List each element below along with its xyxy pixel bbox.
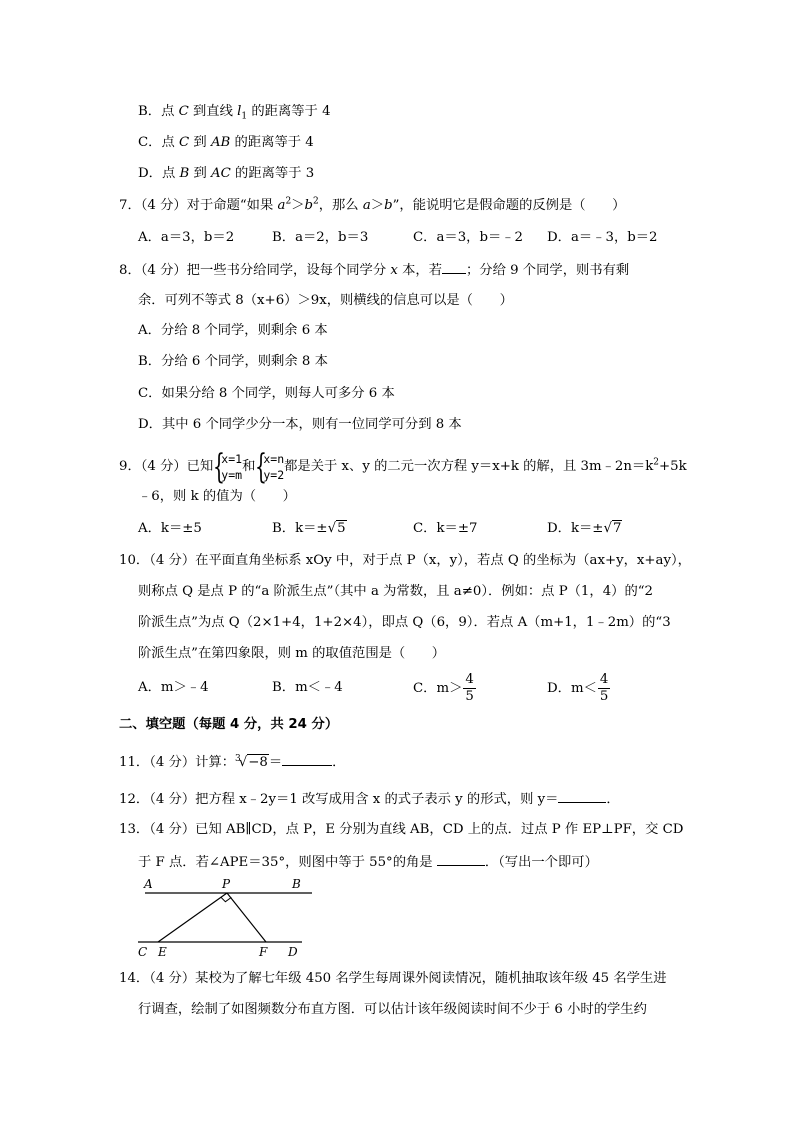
q9-option-a: A．k＝±5 xyxy=(138,521,202,536)
q8-blank xyxy=(442,259,466,274)
label-a: A xyxy=(144,877,153,891)
q7-option-a: A．a＝3，b＝2 xyxy=(138,230,235,245)
q8-option-c: C．如果分给 8 个同学，则每人可多分 6 本 xyxy=(138,386,395,401)
q10-stem-line4: 阶派生点”在第四象限，则 m 的取值范围是（ ） xyxy=(138,646,446,661)
q12-blank xyxy=(558,788,606,803)
label-e: E xyxy=(158,945,167,959)
q9-option-b: B．k＝±√5 xyxy=(272,519,347,539)
label-d: D xyxy=(288,945,298,959)
q11-blank xyxy=(282,751,332,766)
right-angle-mark xyxy=(221,897,231,901)
q8-stem-line2: 余．可列不等式 8（x+6）＞9x，则横线的信息可以是（ ） xyxy=(138,293,513,308)
section-heading-fill-in: 二、填空题（每题 4 分，共 24 分） xyxy=(119,717,339,732)
label-b: B xyxy=(292,877,301,891)
q7-option-c: C．a＝3，b＝﹣2 xyxy=(413,230,524,245)
sqrt-7: √7 xyxy=(603,521,622,536)
q14-stem-line2: 行调查，绘制了如图频数分布直方图．可以估计该年级阅读时间不少于 6 小时的学生约 xyxy=(138,1002,647,1017)
q10-option-b: B．m＜﹣4 xyxy=(272,680,343,695)
q11-stem: 11．（4 分）计算：$^3$√−8＝ ． xyxy=(119,751,345,773)
q8-option-b: B．分给 6 个同学，则剩余 8 本 xyxy=(138,354,328,369)
segment-pf xyxy=(227,893,266,942)
q6-option-d: D．点 B 到 AC 的距离等于 3 xyxy=(138,166,315,181)
q10-option-d: D．m＜ $\frac{4}{5}$ xyxy=(547,672,609,704)
q13-stem-line2: 于 F 点．若∠APE＝35°，则图中等于 55°的角是 ．（写出一个即可） xyxy=(138,851,598,873)
q12-stem: 12．（4 分）把方程 x﹣2y＝1 改写成用含 x 的式子表示 y 的形式，则 y＝ ． xyxy=(119,788,620,810)
label-f: F xyxy=(259,945,268,959)
q10-stem-line2: 则称点 Q 是点 P 的“a 阶派生点”（其中 a 为常数，且 a≠0）．例如：点 P（1，4）的“2 xyxy=(138,584,654,599)
q8-option-a: A．分给 8 个同学，则剩余 6 本 xyxy=(138,323,328,338)
q10-stem-line3: 阶派生点”为点 Q（2×1+4，1+2×4），即点 Q（6，9）．若点 A（m+1，1﹣2m）的“3 xyxy=(138,615,671,630)
label-p: P xyxy=(222,877,231,891)
label-c: C xyxy=(138,945,148,959)
q13-geometry-figure xyxy=(130,870,330,960)
q10-option-a: A．m＞﹣4 xyxy=(138,680,209,695)
q14-stem-line1: 14．（4 分）某校为了解七年级 450 名学生每周课外阅读情况，随机抽取该年级 45 名学生进 xyxy=(119,971,667,986)
fraction-4-5: $\frac{4}{5}$ xyxy=(465,672,474,704)
q10-stem-line1: 10．（4 分）在平面直角坐标系 xOy 中，对于点 P（x，y），若点 Q 的坐标为（ax+y，x+ay）， xyxy=(119,553,691,568)
q7-option-b: B．a＝2，b＝3 xyxy=(272,230,369,245)
q9-system-1: { x=1 y=m xyxy=(213,446,243,487)
q8-option-d: D．其中 6 个同学少分一本，则有一位同学可分到 8 本 xyxy=(138,417,462,432)
q7-option-d: D．a＝﹣3，b＝2 xyxy=(547,230,658,245)
q13-stem-line1: 13．（4 分）已知 AB∥CD，点 P，E 分别为直线 AB，CD 上的点．过点 P 作 EP⊥PF，交 CD xyxy=(119,822,684,837)
q7-stem: 7．（4 分）对于命题“如果 $a^2>b^2$，那么 a＞b”，能说明它是假命题的反例是（ ） xyxy=(119,196,626,213)
segment-pe xyxy=(158,893,227,942)
q9-stem-line1: 9．（4 分）已知 { x=1 y=m 和 { x=n y=2 都是关于 x、y 的二元一次方程 y＝x+k 的解，且 $3m﹣2n=k^2+5k$ xyxy=(119,446,687,487)
sqrt-5: √5 xyxy=(327,521,346,536)
q6-option-c: C．点 C 到 AB 的距离等于 4 xyxy=(138,135,314,150)
cube-root: √−8 xyxy=(238,755,268,770)
q9-option-d: D．k＝±√7 xyxy=(547,519,622,539)
q10-option-c: C．m＞ $\frac{4}{5}$ xyxy=(413,672,474,704)
q13-blank xyxy=(437,851,485,866)
q9-option-c: C．k＝±7 xyxy=(413,521,478,536)
q8-stem-line1: 8．（4 分）把一些书分给同学，设每个同学分 x 本，若 ；分给 9 个同学，则书有剩 xyxy=(119,259,629,281)
q9-system-2: { x=n y=2 xyxy=(255,446,285,487)
fraction-4-5: $\frac{4}{5}$ xyxy=(599,672,609,704)
q9-stem-line2: ﹣6，则 k 的值为（ ） xyxy=(138,489,296,504)
q6-option-b: B．点 C 到直线 $l_1$ 的距离等于 4 xyxy=(138,104,331,122)
